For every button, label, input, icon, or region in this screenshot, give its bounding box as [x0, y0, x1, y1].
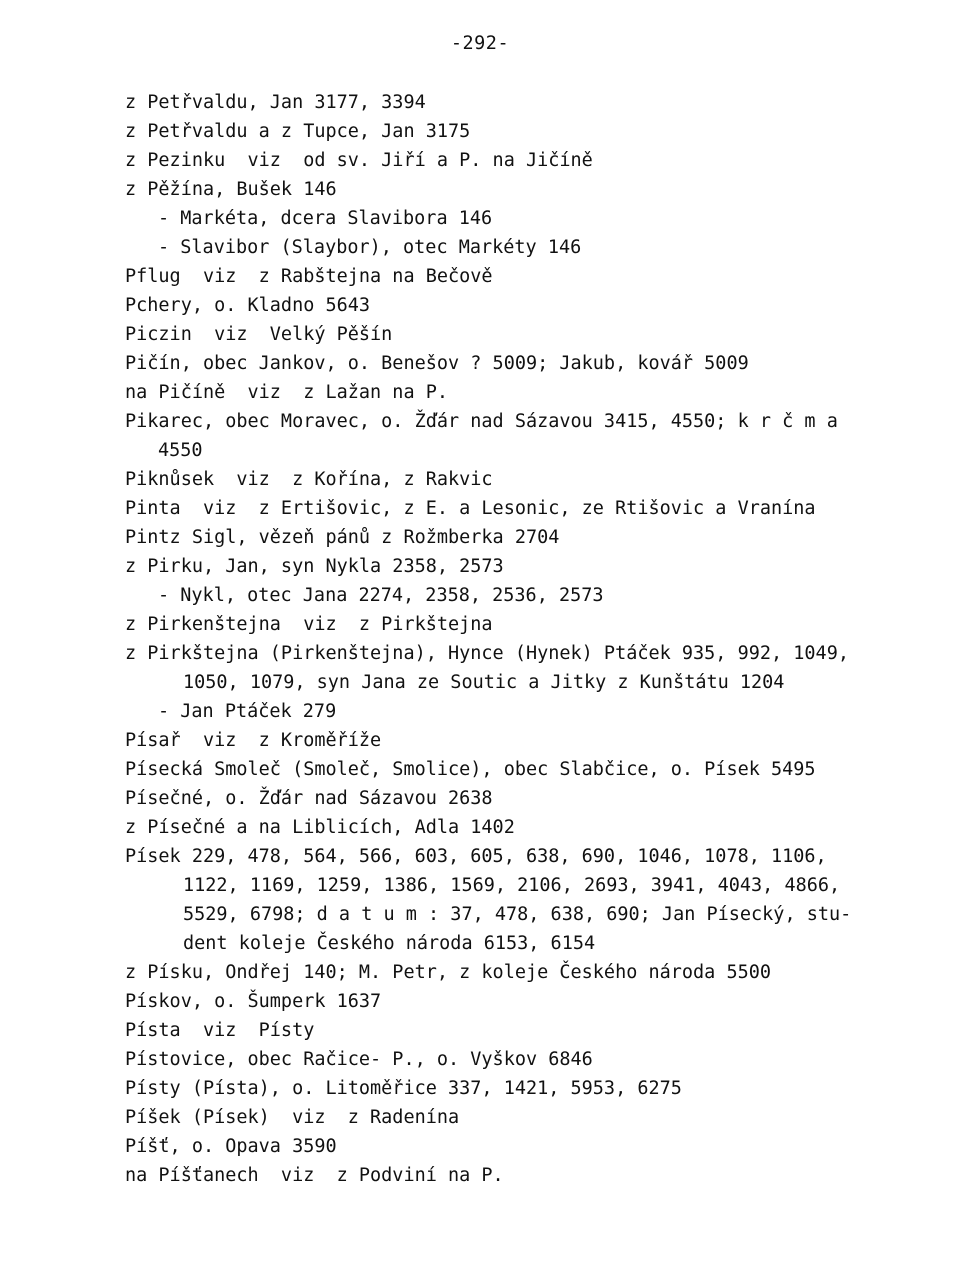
index-entry-line: dent koleje Českého národa 6153, 6154 — [183, 933, 596, 954]
index-entry-line: Písař viz z Kroměříže — [125, 730, 382, 751]
index-entry-line: Pičín, obec Jankov, o. Benešov ? 5009; Jakub, kovář 5009 — [125, 353, 749, 374]
index-entry-line: z Pěžína, Bušek 146 — [125, 179, 337, 200]
index-entry-line: Pchery, o. Kladno 5643 — [125, 295, 371, 316]
index-entry-line: Píšť, o. Opava 3590 — [125, 1136, 337, 1157]
index-entry-line: Pinta viz z Ertišovic, z E. a Lesonic, ze Rtišovic a Vranína — [125, 498, 816, 519]
index-entry-line: z Petřvaldu a z Tupce, Jan 3175 — [125, 121, 471, 142]
page-number: -292- — [450, 33, 510, 54]
index-entry-line: Pflug viz z Rabštejna na Bečově — [125, 266, 493, 287]
index-entry-line: Piknůsek viz z Kořína, z Rakvic — [125, 469, 493, 490]
index-entry-line: Pintz Sigl, vězeň pánů z Rožmberka 2704 — [125, 527, 560, 548]
index-entry-line: Písek 229, 478, 564, 566, 603, 605, 638, 690, 1046, 1078, 1106, — [125, 846, 827, 867]
index-entry-line: - Nykl, otec Jana 2274, 2358, 2536, 2573 — [158, 585, 604, 606]
index-entry-line: z Pirkštejna (Pirkenštejna), Hynce (Hynek) Ptáček 935, 992, 1049, — [125, 643, 849, 664]
index-entry-line: na Píšťanech viz z Podviní na P. — [125, 1165, 504, 1186]
index-entry-line: 4550 — [158, 440, 203, 461]
index-entry-line: Pístovice, obec Račice- P., o. Vyškov 6846 — [125, 1049, 593, 1070]
index-entry-line: Písty (Písta), o. Litoměřice 337, 1421, 5953, 6275 — [125, 1078, 682, 1099]
index-entry-line: z Pirku, Jan, syn Nykla 2358, 2573 — [125, 556, 504, 577]
index-entry-line: - Markéta, dcera Slavibora 146 — [158, 208, 493, 229]
index-entry-line: Pikarec, obec Moravec, o. Žďár nad Sázavou 3415, 4550; k r č m a — [125, 411, 838, 432]
index-entry-line: z Písku, Ondřej 140; M. Petr, z koleje Českého národa 5500 — [125, 962, 772, 983]
index-entry-line: - Slavibor (Slaybor), otec Markéty 146 — [158, 237, 582, 258]
index-entry-line: na Pičíně viz z Lažan na P. — [125, 382, 449, 403]
index-entry-line: z Pezinku viz od sv. Jiří a P. na Jičíně — [125, 150, 593, 171]
index-entry-line: 1050, 1079, syn Jana ze Soutic a Jitky z Kunštátu 1204 — [183, 672, 785, 693]
index-entry-line: 1122, 1169, 1259, 1386, 1569, 2106, 2693, 3941, 4043, 4866, — [183, 875, 841, 896]
index-entry-line: Písecká Smoleč (Smoleč, Smolice), obec Slabčice, o. Písek 5495 — [125, 759, 816, 780]
index-entry-line: z Pirkenštejna viz z Pirkštejna — [125, 614, 493, 635]
index-entry-line: 5529, 6798; d a t u m : 37, 478, 638, 690; Jan Písecký, stu- — [183, 904, 852, 925]
index-entry-line: - Jan Ptáček 279 — [158, 701, 337, 722]
index-entry-line: z Petřvaldu, Jan 3177, 3394 — [125, 92, 426, 113]
index-entry-line: Píšek (Písek) viz z Radenína — [125, 1107, 460, 1128]
index-entry-line: Písečné, o. Žďár nad Sázavou 2638 — [125, 788, 493, 809]
index-entry-line: Písta viz Písty — [125, 1020, 315, 1041]
index-entry-line: Piczin viz Velký Pěšín — [125, 324, 393, 345]
index-entries — [125, 88, 905, 1190]
index-entry-line: z Písečné a na Liblicích, Adla 1402 — [125, 817, 515, 838]
index-entry-line: Pískov, o. Šumperk 1637 — [125, 991, 382, 1012]
